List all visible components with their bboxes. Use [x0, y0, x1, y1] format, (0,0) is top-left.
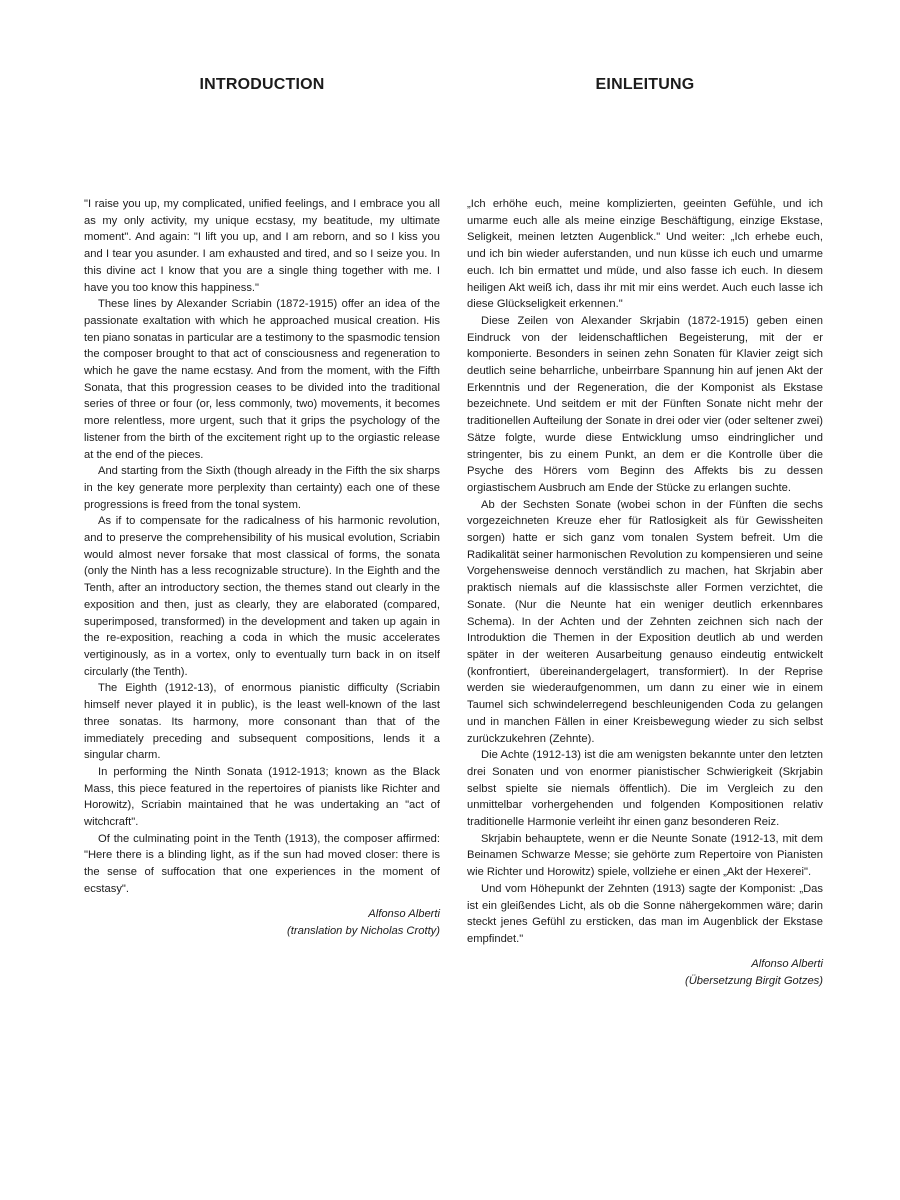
paragraph: The Eighth (1912-13), of enormous pianistic difficulty (Scriabin himself never played it in public), is the least well-known of the last three sonatas. Its harmony, more consonant than that of the immediately preceding and subsequent compositions, lends it a singular charm. — [84, 682, 440, 762]
translator-credit: (translation by Nicholas Crotty) — [287, 924, 440, 937]
paragraph: "I raise you up, my complicated, unified feelings, and I embrace you all as my only activity, my unique ecstasy, my beatitude, my ultimate moment". And again: "I lift you up, and I am reborn, and so I kiss you and I tear you asunder. I am exhausted and tired, and so I seize you. In this divine act I know that you are a single thing together with me. I have you too know this happiness." — [84, 198, 440, 294]
paragraph: Diese Zeilen von Alexander Skrjabin (1872-1915) geben einen Eindruck von der leidenschaftlichen Begeisterung, mit der er komponierte. Besonders in seinen zehn Sonaten für Klavier zeigt sich deutlich seine beharrliche, unbeirrbare Spannung hin auf jenen Akt der Erkenntnis und der Regeneration, die der Komponist als Ekstase bezeichnete. Und seitdem er mit der Fünften Sonate nicht mehr der traditionellen Aufteilung der Sonate in drei oder vier (oder seltener zwei) Sätze folgte, wurde diese Entwicklung umso eindringlicher und stringenter, bis zu einem Punkt, an dem er die Kontrolle über die Psyche des Hörers vom Beginn des Affekts bis zu dessen orgiastischem Ausbruch am Ende der Stücke zu erlangen suchte. — [467, 314, 823, 494]
german-body — [467, 196, 823, 990]
paragraph: Of the culminating point in the Tenth (1913), the composer affirmed: "Here there is a blinding light, as if the sun had moved closer: there is the sense of suffocation that one experiences in the moment of ecstasy". — [84, 832, 440, 895]
paragraph: Die Achte (1912-13) ist die am wenigsten bekannte unter den letzten drei Sonaten und von enormer pianistischer Schwierigkeit (Skrjabin selbst spielte sie niemals öffentlich). Die im Vergleich zu den unmittelbar vorhergehenden und folgenden Kompositionen relativ traditionelle Harmonie verleiht ihr einen ganz besonderen Reiz. — [467, 749, 823, 829]
german-signature — [467, 956, 823, 990]
paragraph: Skrjabin behauptete, wenn er die Neunte Sonate (1912-13, mit dem Beinamen Schwarze Messe; sie gehörte zum Repertoire von Pianisten wie Richter und Horowitz) spiele, vollziehe er einen „Akt der Hexerei". — [467, 832, 823, 879]
paragraph: And starting from the Sixth (though already in the Fifth the six sharps in the key generate more perplexity than certainty) each one of these progressions is freed from the tonal system. — [84, 465, 440, 511]
english-heading: INTRODUCTION — [199, 76, 325, 93]
english-signature — [84, 906, 440, 940]
english-body — [84, 196, 440, 940]
paragraph: In performing the Ninth Sonata (1912-1913; known as the Black Mass, this piece featured in the repertoires of pianists like Richter and Horowitz), Scriabin maintained that he was undertaking an "act of witchcraft". — [84, 765, 440, 829]
author-name: Alfonso Alberti — [751, 957, 823, 970]
paragraph: As if to compensate for the radicalness of his harmonic revolution, and to preserve the comprehensibility of his musical evolution, Scriabin would almost never forsake that most classical of forms, the sonata (only the Ninth has a less recognizable structure). In the Eighth and the Tenth, after an introductory section, the themes stand out clearly in the exposition and then, just as clearly, they are elaborated (compared, superimposed, transformed) in the development and taken up again in the re-exposition, reaching a coda in which the music accelerates vertiginously, as in a vortex, only to eventually turn back in on itself circularly (the Tenth). — [84, 515, 440, 678]
paragraph: These lines by Alexander Scriabin (1872-1915) offer an idea of the passionate exaltation with which he approached musical creation. His ten piano sonatas in particular are a testimony to the spasmodic tension the composer brought to that act of consciousness and regeneration to which he gave the name ecstasy. And from the moment, with the Fifth Sonata, that this progression ceases to be divided into the traditional series of three or four (or, less commonly, two) movements, it becomes more relentless, more urgent, such that it grips the psychology of the listener from the birth of the excitement right up to the orgiastic release at the end of the pieces. — [84, 298, 440, 461]
german-heading: EINLEITUNG — [595, 76, 695, 93]
paragraph: Und vom Höhepunkt der Zehnten (1913) sagte der Komponist: „Das ist ein gleißendes Licht, als ob die Sonne nähergekommen wäre; darin steckt jenes Gefühl zu ersticken, das man im Augenblick der Ekstase empfindet." — [467, 882, 823, 945]
paragraph: Ab der Sechsten Sonate (wobei schon in der Fünften die sechs vorgezeichneten Kreuze eher für Ratlosigkeit als für Gewissheiten sorgen) hatte er sich ganz vom tonalen System befreit. Um die Radikalität seiner harmonischen Revolution zu kompensieren und seine Vorgehensweise dennoch verständlich zu machen, hat Skrjabin aber praktisch niemals auf die klassischste aller Formen verzichtet, die Sonate. (Nur die Neunte hat ein weniger deutlich erkennbares Schema). In der Achten und der Zehnten zeichnen sich nach der Introduktion die Themen in der Exposition deutlich ab und werden später in der weiteren Ausarbeitung genauso eindeutig entwickelt (konfrontiert, übereinandergelagert, transformiert). In der Reprise werden sie wiederaufgenommen, um dann zu einer wie in einem Taumel sich schwindelerregend beschleunigenden Coda zu gelangen und in manchen Fällen in einer Kreisbewegung wieder zu sich selbst zurückzukehren (Zehnte). — [467, 498, 823, 745]
author-name: Alfonso Alberti — [368, 907, 440, 920]
translator-credit: (Übersetzung Birgit Gotzes) — [684, 974, 823, 987]
paragraph: „Ich erhöhe euch, meine komplizierten, geeinten Gefühle, und ich umarme euch alle als meine einzige Beschäftigung, einzige Ekstase, Seligkeit, meinen letzten Augenblick." Und weiter: „Ich erhebe euch, und ich bin wieder auferstanden, und nun küsse ich euch und umarme euch. Ich bin ermattet und müde, und also fasse ich euch. In diesem heiligen Akt weiß ich, dass ihr mit mir eins werdet. Auch euch lasse ich diese Glückseligkeit erkennen." — [467, 198, 823, 311]
